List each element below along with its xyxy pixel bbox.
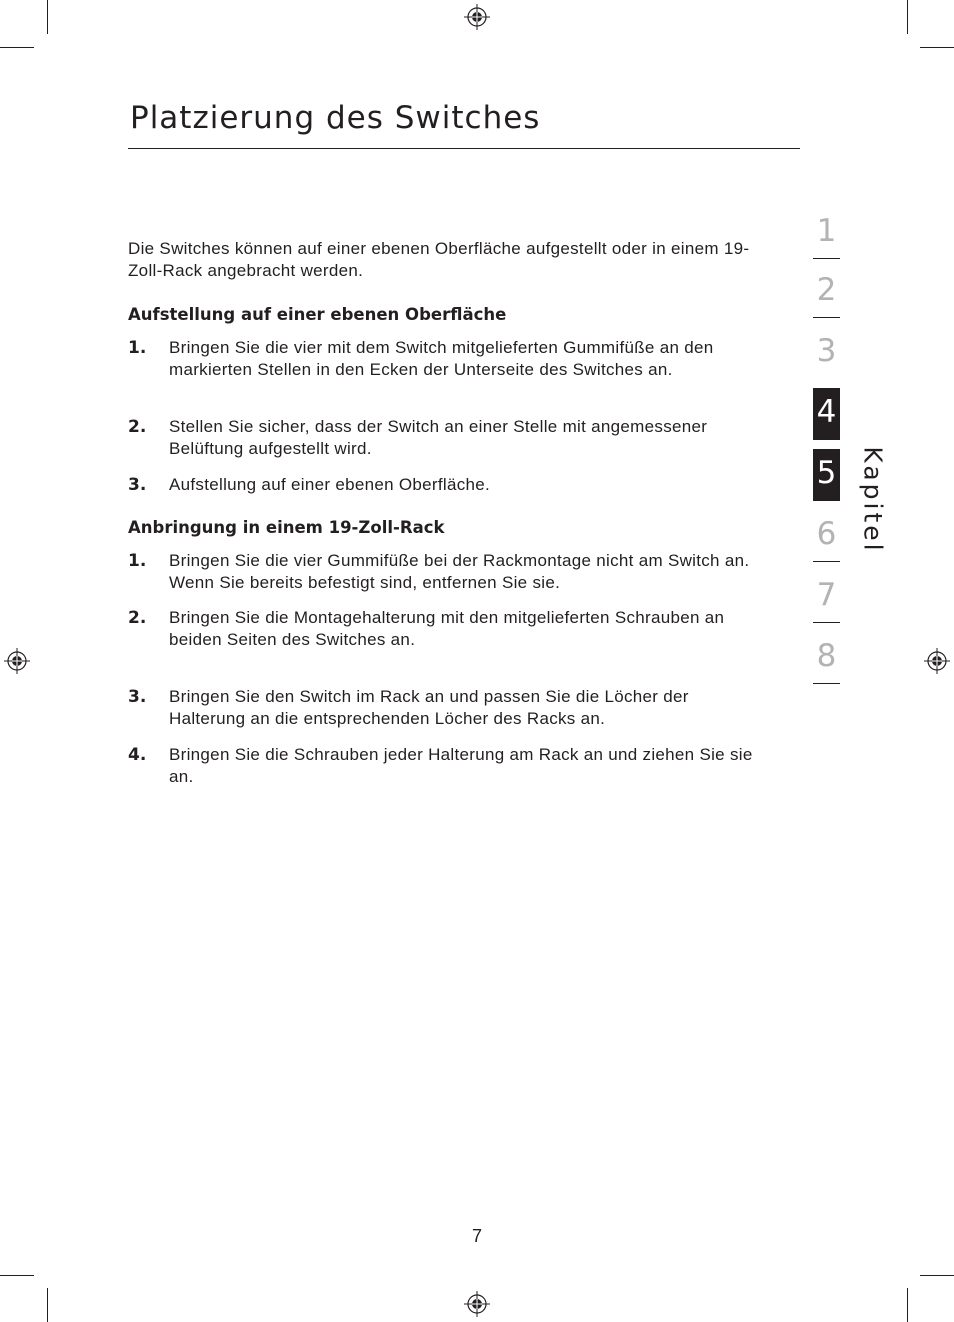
crop-mark [920,47,954,48]
chapter-tab-8[interactable]: 8 [813,632,840,684]
crop-mark [907,1288,908,1322]
chapter-tab-4[interactable]: 4 [813,388,840,440]
step-text: Bringen Sie die Montagehalterung mit den mitgelieferten Schrauben an beiden Seiten des Switches an. [169,608,725,649]
page-title: Platzierung des Switches [130,100,541,136]
page-number: 7 [471,1226,482,1246]
step-number: 4. [128,745,147,765]
registration-mark-icon [924,648,950,674]
chapter-tab-6[interactable]: 6 [813,510,840,562]
registration-mark-icon [4,648,30,674]
crop-mark [47,0,48,34]
crop-mark [0,47,34,48]
chapter-tab-7[interactable]: 7 [813,571,840,623]
crop-mark [907,0,908,34]
step-number: 1. [128,551,147,571]
step-number: 2. [128,417,147,437]
step-text: Stellen Sie sicher, dass der Switch an einer Stelle mit angemessener Belüftung aufgestellt wird. [169,417,708,458]
step-text: Bringen Sie den Switch im Rack an und passen Sie die Löcher der Halterung an die entsprechenden Löcher des Racks an. [169,687,689,728]
chapter-label: Kapitel [858,446,888,554]
registration-mark-icon [464,4,490,30]
crop-mark [920,1275,954,1276]
title-rule [128,148,800,149]
chapter-tab-2[interactable]: 2 [813,266,840,318]
section-heading-flat-surface: Aufstellung auf einer ebenen Oberfläche [128,305,507,324]
step-number: 2. [128,608,147,628]
crop-mark [47,1288,48,1322]
step-number: 1. [128,338,147,358]
chapter-tab-1[interactable]: 1 [813,207,840,259]
section-heading-rack: Anbringung in einem 19-Zoll-Rack [128,518,445,537]
chapter-tab-3[interactable]: 3 [816,333,837,369]
step-text: Bringen Sie die vier Gummifüße bei der Rackmontage nicht am Switch an. Wenn Sie bereits befestigt sind, entfernen Sie sie. [169,551,750,592]
step-text: Bringen Sie die vier mit dem Switch mitgelieferten Gummifüße an den markierten Stellen in den Ecken der Unterseite des Switches an. [169,338,714,379]
chapter-tab-5[interactable]: 5 [813,449,840,501]
crop-mark [0,1275,34,1276]
step-number: 3. [128,475,147,495]
registration-mark-icon [464,1291,490,1317]
step-number: 3. [128,687,147,707]
step-text: Aufstellung auf einer ebenen Oberfläche. [169,475,491,494]
intro-paragraph: Die Switches können auf einer ebenen Oberfläche aufgestellt oder in einem 19-Zoll-Rack angebracht werden. [128,239,750,280]
step-text: Bringen Sie die Schrauben jeder Halterung am Rack an und ziehen Sie sie an. [169,745,753,786]
